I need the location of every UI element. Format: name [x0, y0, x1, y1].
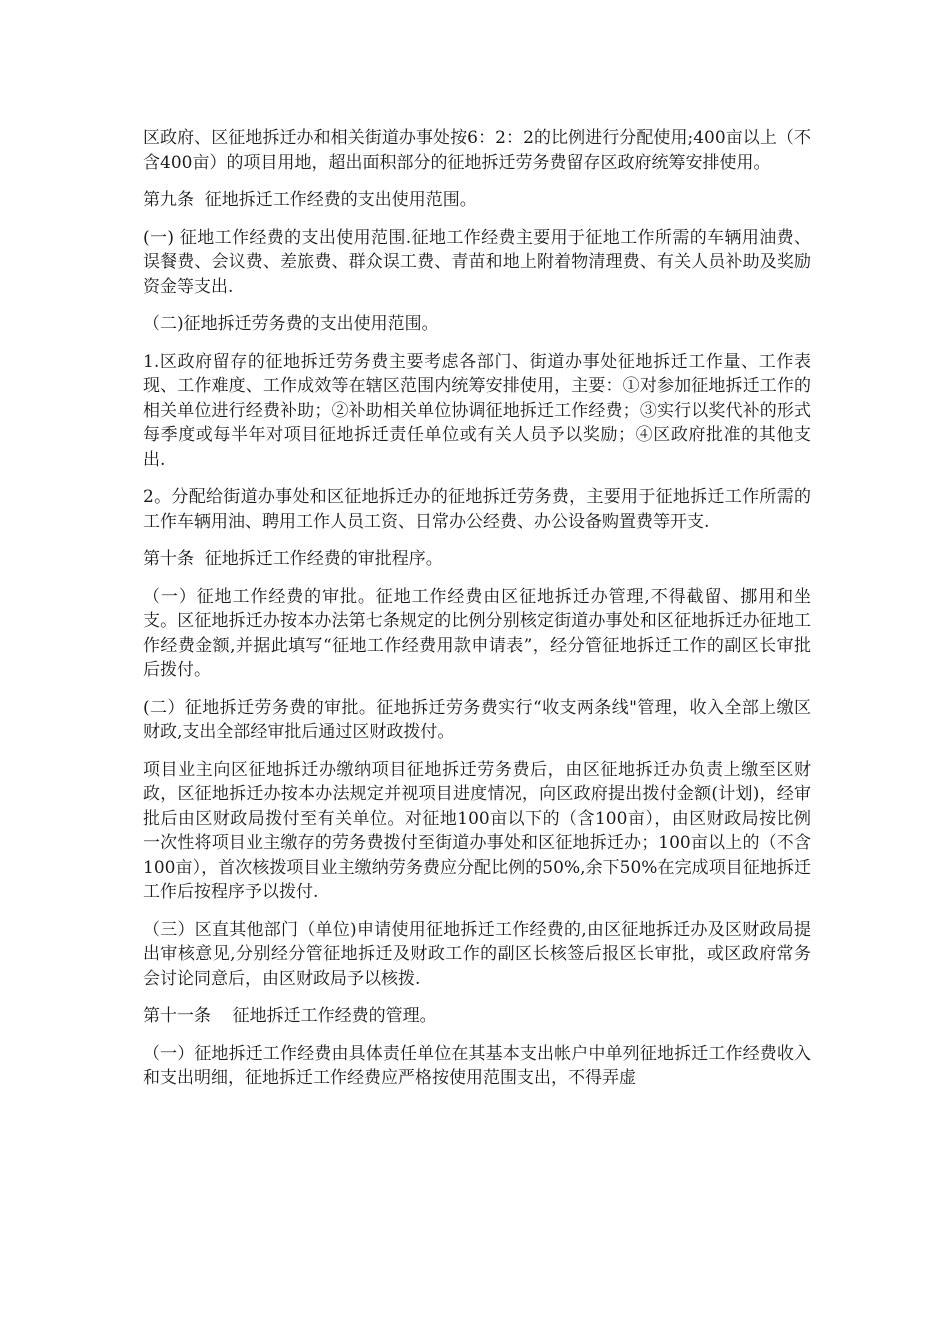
paragraph-10-1: （一）征地工作经费的审批。征地工作经费由区征地拆迁办管理,不得截留、挪用和坐支。区征地拆迁办按本办法第七条规定的比例分别核定街道办事处和区征地拆迁办征地工作经费金额,并据此填写“征地工作经费用款申请表”，经分管征地拆迁工作的副区长审批后拨付。 [143, 586, 811, 680]
paragraph-9-2-item-1: 1.区政府留存的征地拆迁劳务费主要考虑各部门、街道办事处征地拆迁工作量、工作表现、工作难度、工作成效等在辖区范围内统筹安排使用，主要：①对参加征地拆迁工作的相关单位进行经费补助；②补助相关单位协调征地拆迁工作经费；③实行以奖代补的形式每季度或每半年对项目征地拆迁责任单位或有关人员予以奖励；④区政府批准的其他支出. [143, 351, 811, 470]
heading-article-9: 第九条 征地拆迁工作经费的支出使用范围。 [143, 190, 477, 210]
paragraph-9-2: （二)征地拆迁劳务费的支出使用范围。 [143, 314, 439, 334]
paragraph-10-2: (二）征地拆迁劳务费的审批。征地拆迁劳务费实行“收支两条线"管理，收入全部上缴区财政,支出全部经审批后通过区财政拨付。 [143, 697, 811, 742]
document-body [143, 126, 811, 1104]
paragraph-11-1: （一）征地拆迁工作经费由具体责任单位在其基本支出帐户中单列征地拆迁工作经费收入和支出明细，征地拆迁工作经费应严格按使用范围支出，不得弄虚 [143, 1043, 811, 1088]
paragraph-9-1: (一) 征地工作经费的支出使用范围.征地工作经费主要用于征地工作所需的车辆用油费、误餐费、会议费、差旅费、群众误工费、青苗和地上附着物清理费、有关人员补助及奖励资金等支出. [143, 227, 811, 297]
paragraph-10-2-detail: 项目业主向区征地拆迁办缴纳项目征地拆迁劳务费后，由区征地拆迁办负责上缴至区财政，区征地拆迁办按本办法规定并视项目进度情况，向区政府提出拨付金额(计划)，经审批后由区财政局拨付至有关单位。对征地100亩以下的（含100亩），由区财政局按比例一次性将项目业主缴存的劳务费拨付至街道办事处和区征地拆迁办；100亩以上的（不含100亩），首次核拨项目业主缴纳劳务费应分配比例的50%,余下50%在完成项目征地拆迁工作后按程序予以拨付. [143, 759, 811, 902]
paragraph-9-2-item-2: 2。分配给街道办事处和区征地拆迁办的征地拆迁劳务费，主要用于征地拆迁工作所需的工作车辆用油、聘用工作人员工资、日常办公经费、办公设备购置费等开支. [143, 487, 811, 532]
heading-article-11: 第十一条 征地拆迁工作经费的管理。 [143, 1006, 437, 1026]
heading-article-10: 第十条 征地拆迁工作经费的审批程序。 [143, 549, 443, 569]
paragraph-allocation-continued: 区政府、区征地拆迁办和相关街道办事处按6：2：2的比例进行分配使用;400亩以上（不含400亩）的项目用地，超出面积部分的征地拆迁劳务费留存区政府统筹安排使用。 [143, 128, 811, 173]
paragraph-10-3: （三）区直其他部门（单位)申请使用征地拆迁工作经费的,由区征地拆迁办及区财政局提出审核意见,分别经分管征地拆迁及财政工作的副区长核签后报区长审批，或区政府常务会讨论同意后，由区财政局予以核拨. [143, 919, 811, 989]
